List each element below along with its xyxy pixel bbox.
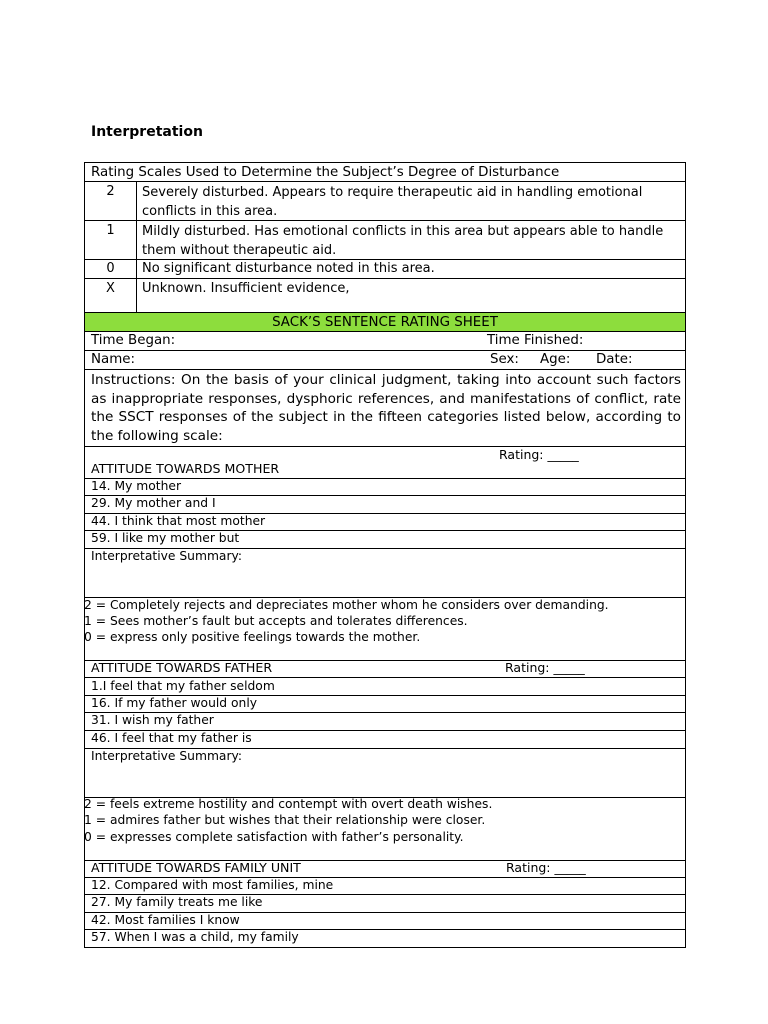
family-rating: Rating: _____: [506, 860, 586, 875]
father-summary-row: [84, 749, 686, 798]
date-label: Date:: [596, 352, 633, 367]
item-text: 16. If my father would only: [91, 696, 258, 710]
sex-label: Sex:: [490, 352, 519, 367]
family-item: [84, 930, 686, 948]
item-text: 29. My mother and I: [91, 496, 216, 510]
summary-label: Interpretative Summary:: [91, 749, 243, 763]
father-item: [84, 713, 686, 731]
scale-desc: Unknown. Insufficient evidence,: [142, 281, 350, 296]
mother-item: [84, 531, 686, 549]
father-item: [84, 731, 686, 749]
scales-title-row: [84, 162, 686, 182]
scale-desc: [142, 183, 681, 221]
mother-rating: Rating: _____: [499, 447, 579, 462]
item-text: 44. I think that most mother: [91, 514, 266, 528]
sheet-title-row: [84, 313, 686, 332]
scale-code: 2: [85, 182, 137, 220]
father-header-row: [84, 661, 686, 678]
item-text: 1.I feel that my father seldom: [91, 679, 275, 693]
item-text: 14. My mother: [91, 479, 181, 493]
mother-item: [84, 514, 686, 531]
father-item: [84, 696, 686, 713]
time-began-label: Time Began:: [91, 333, 176, 348]
family-header-row: [84, 861, 686, 878]
legend-line: 2 = Completely rejects and depreciates mother whom he considers over demanding.: [84, 598, 609, 612]
scale-row-2: [84, 182, 686, 221]
item-text: 57. When I was a child, my family: [91, 930, 299, 944]
mother-item: [84, 496, 686, 514]
summary-label: Interpretative Summary:: [91, 549, 243, 563]
scale-desc-line: Mildly disturbed. Has emotional conflicts in this area but appears able to handle: [142, 224, 664, 239]
age-label: Age:: [540, 352, 571, 367]
name-label: Name:: [91, 352, 136, 367]
item-text: 27. My family treats me like: [91, 895, 263, 909]
legend-line: 0 = expresses complete satisfaction with father’s personality.: [84, 830, 464, 844]
item-text: 42. Most families I know: [91, 913, 240, 927]
time-row: [84, 332, 686, 351]
name-row: [84, 351, 686, 370]
legend-line: 1 = admires father but wishes that their relationship were closer.: [84, 813, 486, 827]
time-finished-label: Time Finished:: [487, 333, 584, 348]
scale-row-0: [84, 260, 686, 279]
item-text: 59. I like my mother but: [91, 531, 240, 545]
scales-title: Rating Scales Used to Determine the Subject’s Degree of Disturbance: [91, 165, 560, 180]
scale-desc-line: conflicts in this area.: [142, 204, 278, 219]
mother-header-row: [84, 447, 686, 479]
father-rating: Rating: _____: [505, 660, 585, 675]
sheet-title: SACK’S SENTENCE RATING SHEET: [272, 315, 498, 330]
father-title: ATTITUDE TOWARDS FATHER: [91, 660, 273, 675]
scale-code: X: [85, 279, 137, 312]
instructions-text: Instructions: On the basis of your clinical judgment, taking into account such factors as inappropriate responses, dysphoric references, and manifestations of conflict, rate the SSCT responses of the subject in the fifteen categories listed below, according to the following scale:: [91, 372, 681, 444]
scale-code: 1: [85, 221, 137, 259]
scale-desc-line: Severely disturbed. Appears to require therapeutic aid in handling emotional: [142, 185, 643, 200]
item-text: 46. I feel that my father is: [91, 731, 252, 745]
mother-summary-row: [84, 549, 686, 598]
item-text: 12. Compared with most families, mine: [91, 878, 334, 892]
item-text: 31. I wish my father: [91, 713, 214, 727]
family-item: [84, 913, 686, 930]
scale-desc: [142, 222, 681, 260]
family-item: [84, 895, 686, 913]
legend-line: 1 = Sees mother’s fault but accepts and tolerates differences.: [84, 614, 468, 628]
scale-desc-line: them without therapeutic aid.: [142, 243, 337, 258]
page-heading: Interpretation: [91, 124, 203, 140]
family-item: [84, 878, 686, 895]
instructions-row: [84, 370, 686, 447]
legend-line: 0 = express only positive feelings towards the mother.: [84, 630, 421, 644]
father-legend-row: [84, 798, 686, 861]
mother-title: ATTITUDE TOWARDS MOTHER: [91, 461, 280, 476]
family-title: ATTITUDE TOWARDS FAMILY UNIT: [91, 860, 301, 875]
scale-code: 0: [85, 260, 137, 278]
mother-item: [84, 479, 686, 496]
scale-desc: No significant disturbance noted in this area.: [142, 261, 435, 276]
scale-row-x: [84, 279, 686, 313]
mother-legend-row: [84, 598, 686, 661]
scale-row-1: [84, 221, 686, 260]
father-item: [84, 678, 686, 696]
legend-line: 2 = feels extreme hostility and contempt with overt death wishes.: [84, 797, 493, 811]
